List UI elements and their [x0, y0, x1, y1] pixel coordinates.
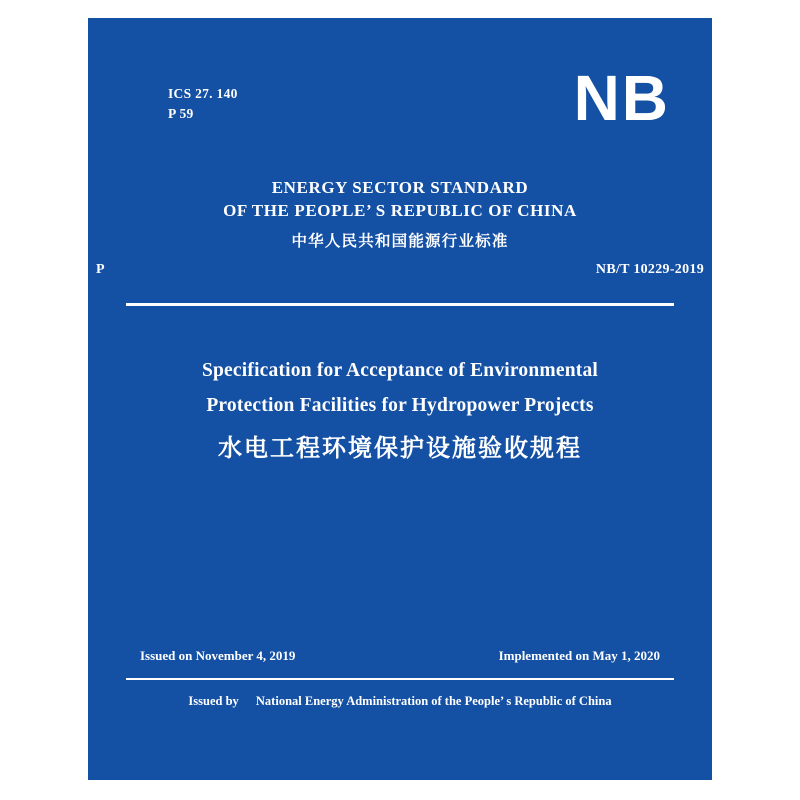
implemented-date: Implemented on May 1, 2020	[498, 648, 660, 663]
cover-content	[88, 18, 712, 780]
divider-bottom	[126, 678, 674, 680]
org-line-en-2: OF THE PEOPLE’ S REPUBLIC OF CHINA	[223, 201, 577, 220]
standard-code-row	[88, 262, 712, 278]
page-margin-top	[0, 0, 800, 18]
page-margin-left	[0, 0, 88, 800]
title-cn: 水电工程环境保护设施验收规程	[218, 436, 582, 462]
document-title	[88, 353, 712, 469]
ics-code: ICS 27. 140	[168, 86, 238, 101]
dates-row	[88, 648, 712, 664]
page-margin-right	[712, 0, 800, 800]
divider-top	[126, 303, 674, 306]
standard-number: NB/T 10229-2019	[595, 262, 704, 277]
org-line-cn: 中华人民共和国能源行业标准	[291, 233, 509, 250]
issued-by-value: National Energy Administration of the People’ s Republic of China	[255, 694, 612, 708]
classification-code: P 59	[168, 106, 194, 121]
title-en-line1: Specification for Acceptance of Environmental	[201, 360, 599, 381]
ics-block	[168, 84, 238, 124]
page-margin-bottom	[0, 780, 800, 800]
nb-logo: NB	[573, 62, 670, 134]
issuer-row	[88, 694, 712, 709]
classification-letter: P	[96, 262, 105, 277]
title-en-line2: Protection Facilities for Hydropower Projects	[206, 395, 594, 416]
org-line-en-1: ENERGY SECTOR STANDARD	[271, 178, 529, 197]
issued-date: Issued on November 4, 2019	[140, 648, 296, 663]
issuing-organization	[88, 176, 712, 256]
issued-by-label: Issued by	[188, 694, 239, 708]
